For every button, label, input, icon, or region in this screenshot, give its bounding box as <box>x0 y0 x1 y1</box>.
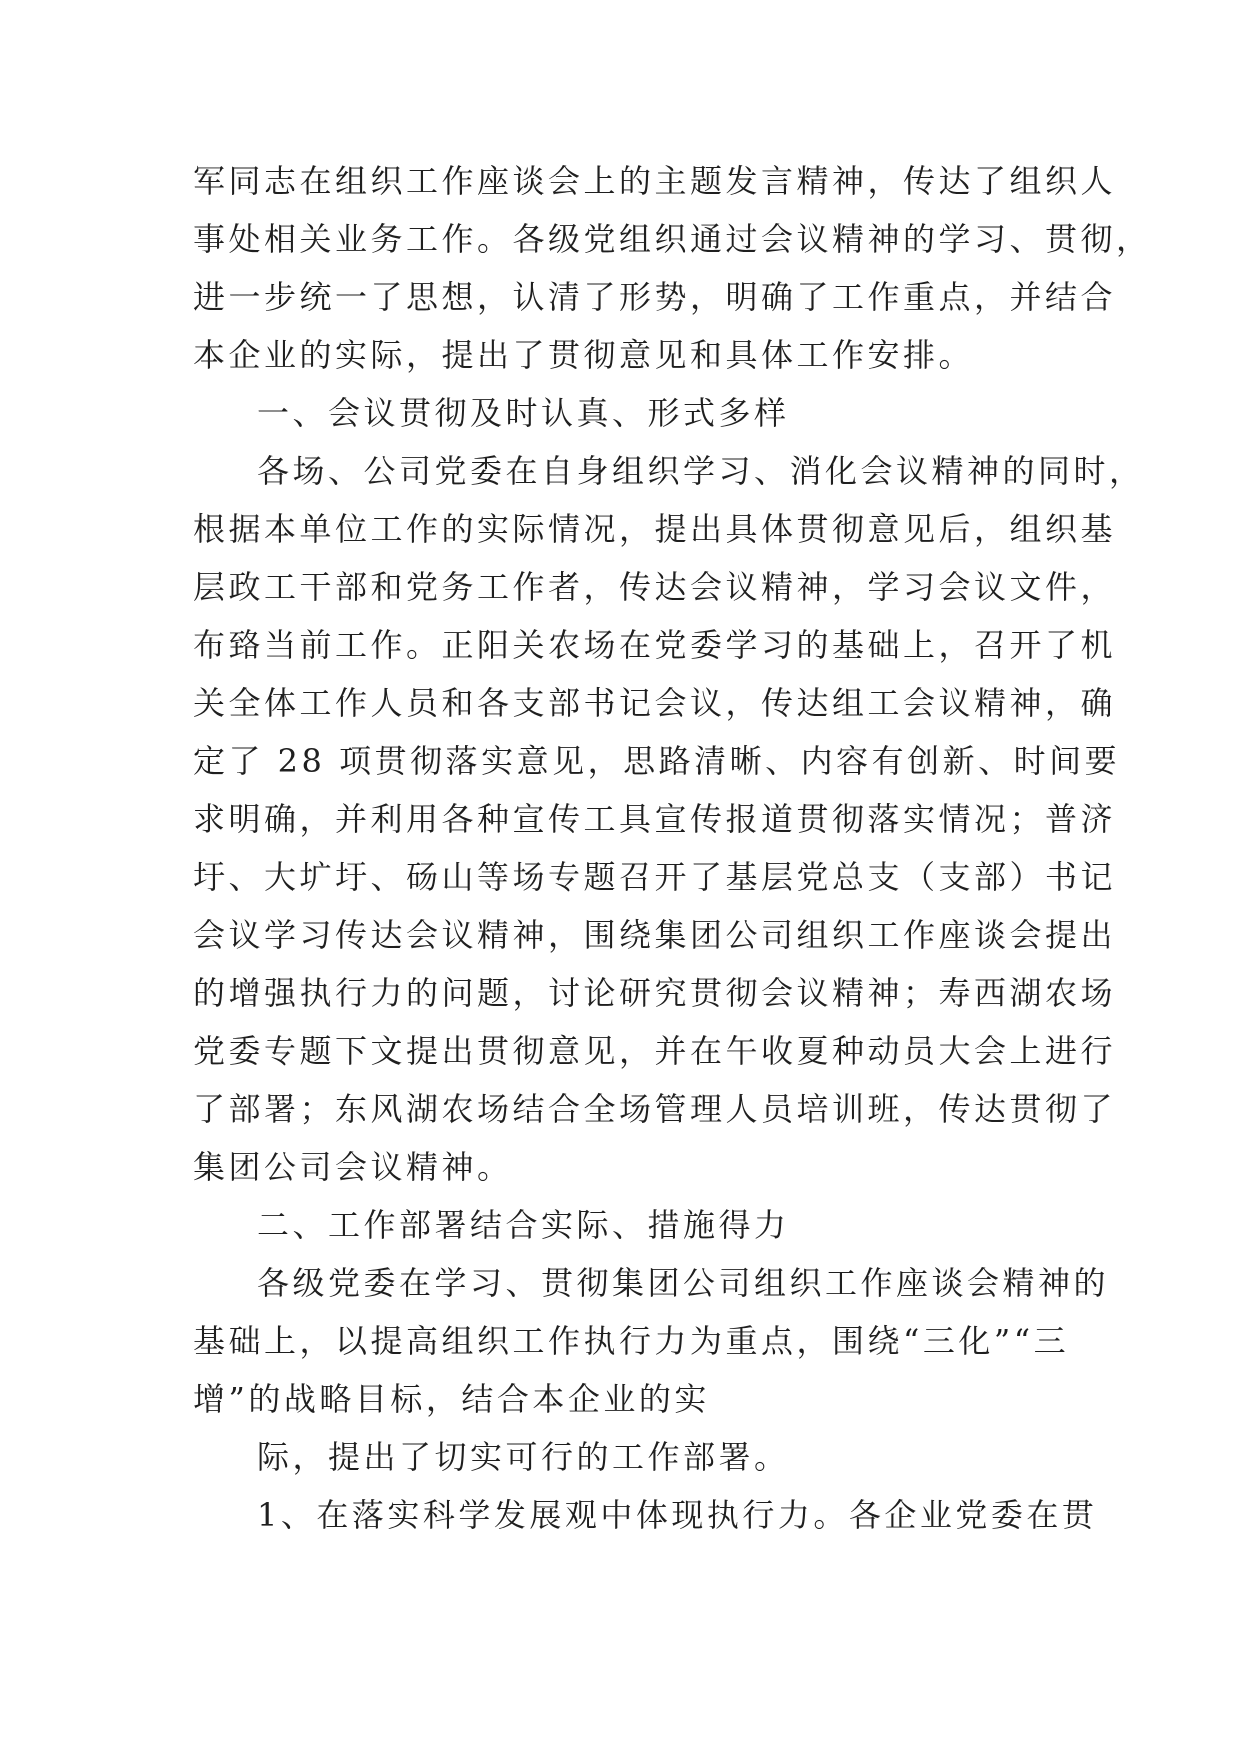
section-heading-2: 二、工作部署结合实际、措施得力 <box>257 1206 790 1244</box>
paragraph-first-line: 各级党委在学习、贯彻集团公司组织工作座谈会精神的 <box>257 1264 1110 1302</box>
body-line: 根据本单位工作的实际情况，提出具体贯彻意见后，组织基 <box>193 510 1117 548</box>
body-line: 党委专题下文提出贯彻意见，并在午收夏种动员大会上进行 <box>193 1032 1117 1070</box>
body-line: 关全体工作人员和各支部书记会议，传达组工会议精神，确 <box>193 684 1117 722</box>
body-line: 求明确，并利用各种宣传工具宣传报道贯彻落实情况；普济 <box>193 800 1117 838</box>
body-line: 层政工干部和党务工作者，传达会议精神，学习会议文件， <box>193 568 1117 606</box>
body-line: 了部署；东风湖农场结合全场管理人员培训班，传达贯彻了 <box>193 1090 1117 1128</box>
body-line: 军同志在组织工作座谈会上的主题发言精神，传达了组织人 <box>193 162 1117 200</box>
body-line: 集团公司会议精神。 <box>193 1148 513 1186</box>
body-line: 布臵当前工作。正阳关农场在党委学习的基础上，召开了机 <box>193 626 1117 664</box>
body-line: 进一步统一了思想，认清了形势，明确了工作重点，并结合 <box>193 278 1117 316</box>
body-line: 定了 28 项贯彻落实意见，思路清晰、内容有创新、时间要 <box>193 742 1121 780</box>
body-line: 的增强执行力的问题，讨论研究贯彻会议精神；寿西湖农场 <box>193 974 1117 1012</box>
paragraph-first-line: 际，提出了切实可行的工作部署。 <box>257 1438 790 1476</box>
body-line: 增”的战略目标，结合本企业的实 <box>193 1380 710 1418</box>
body-line: 基础上，以提高组织工作执行力为重点，围绕“三化”“三 <box>193 1322 1070 1360</box>
section-heading-1: 一、会议贯彻及时认真、形式多样 <box>257 394 790 432</box>
body-line: 事处相关业务工作。各级党组织通过会议精神的学习、贯彻， <box>193 220 1152 258</box>
body-line: 圩、大圹圩、砀山等场专题召开了基层党总支（支部）书记 <box>193 858 1117 896</box>
numbered-item-1: 1、在落实科学发展观中体现执行力。各企业党委在贯 <box>257 1496 1098 1534</box>
body-line: 会议学习传达会议精神，围绕集团公司组织工作座谈会提出 <box>193 916 1117 954</box>
document-body <box>193 152 1152 1544</box>
paragraph-first-line: 各场、公司党委在自身组织学习、消化会议精神的同时， <box>257 452 1145 490</box>
body-line: 本企业的实际，提出了贯彻意见和具体工作安排。 <box>193 336 975 374</box>
